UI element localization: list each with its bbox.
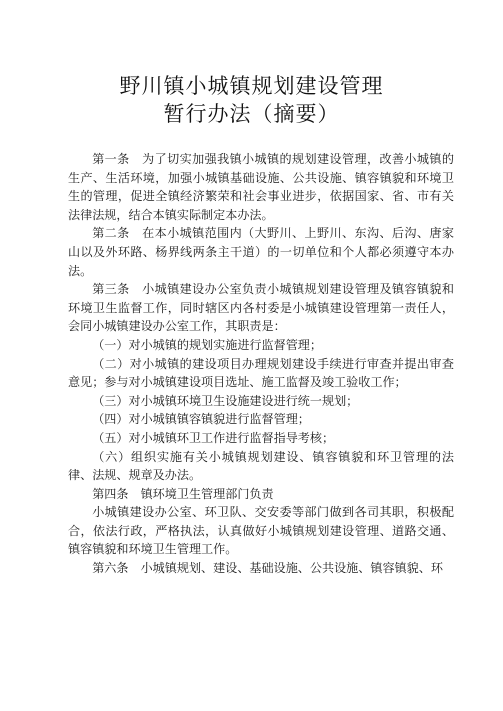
duty-item-4: （四）对小城镇镇容镇貌进行监督管理； (92, 412, 310, 427)
duty-item-3: （三）对小城镇环境卫生设施建设进行统一规划； (92, 393, 359, 408)
document-title-line-1: 野川镇小城镇规划建设管理 (119, 74, 384, 98)
duty-item-6: （六）组织实施有关小城镇规划建设、镇容镇貌和环卫管理的法律、法规、规章及办法。 (68, 449, 454, 483)
article-3-paragraph: 第三条 小城镇建设办公室负责小城镇规划建设管理及镇容镇貌和环境卫生监督工作，同时辖区内各村委是小城镇建设管理第一责任人，会同小城镇建设办公室工作，其职责是： (68, 282, 454, 334)
document-title-line-2: 暂行办法（摘要） (163, 102, 340, 126)
article-1-paragraph: 第一条 为了切实加强我镇小城镇的规划建设管理，改善小城镇的生产、生活环境，加强小城镇基础设施、公共设施、镇容镇貌和环境卫生的管理，促进全镇经济繁荣和社会事业进步，依据国家、省、市有关法律法规，结合本镇实际制定本办法。 (68, 152, 454, 222)
article-4-paragraph: 小城镇建设办公室、环卫队、交安委等部门做到各司其职，积极配合，依法行政，严格执法，认真做好小城镇规划建设管理、道路交通、镇容镇貌和环境卫生管理工作。 (68, 505, 454, 557)
article-6-paragraph: 第六条 小城镇规划、建设、基础设施、公共设施、镇容镇貌、环 (92, 561, 443, 576)
duty-item-5: （五）对小城镇环卫工作进行监督指导考核； (92, 430, 335, 445)
article-2-paragraph: 第二条 在本小城镇范围内（大野川、上野川、东沟、后沟、唐家山以及外环路、杨界线两条主干道）的一切单位和个人都必须遵守本办法。 (68, 226, 454, 278)
document-body (68, 150, 454, 578)
article-4-heading: 第四条 镇环境卫生管理部门负责 (92, 486, 274, 501)
duty-item-2: （二）对小城镇的建设项目办理规划建设手续进行审查并提出审查意见；参与对小城镇建设项目选址、施工监督及竣工验收工作； (68, 356, 454, 390)
duty-item-1: （一）对小城镇的规划实施进行监督管理； (92, 337, 322, 352)
